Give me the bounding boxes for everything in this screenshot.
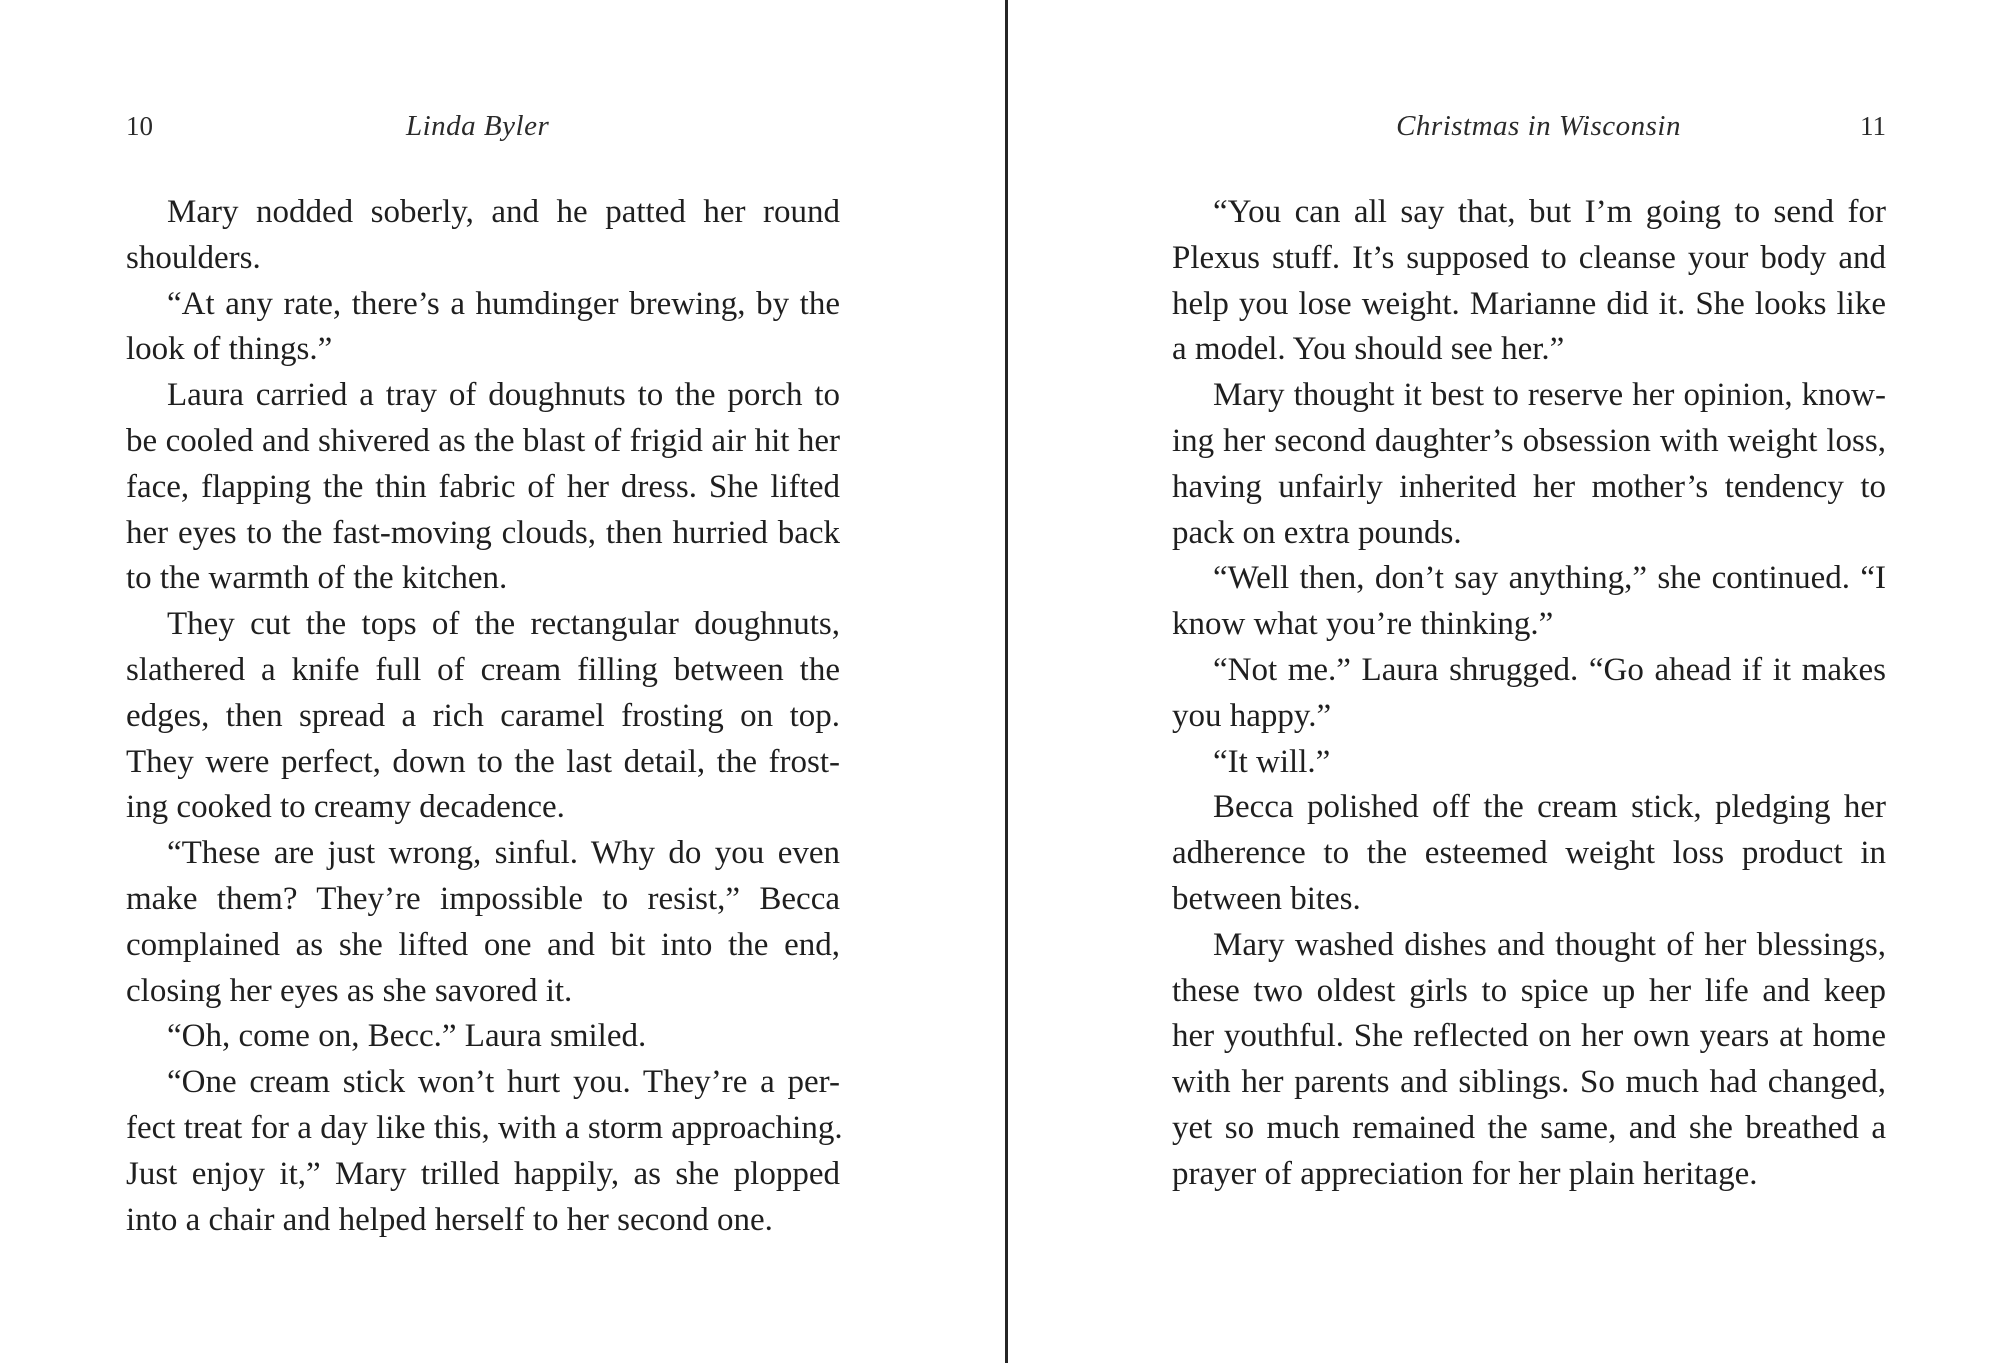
text-line: between bites.	[1172, 880, 1361, 917]
left-running-head	[126, 106, 840, 146]
text-line: “Not me.” Laura shrugged. “Go ahead if it makes	[1213, 651, 1886, 688]
text-line: slathered a knife full of cream filling between the	[126, 651, 840, 688]
right-body-text	[1172, 190, 1886, 1198]
text-line: Laura carried a tray of doughnuts to the porch to	[167, 377, 840, 414]
text-line: They were perfect, down to the last detail, the frost-	[126, 743, 840, 780]
text-line: closing her eyes as she savored it.	[126, 972, 573, 1009]
text-line: know what you’re thinking.”	[1172, 606, 1554, 643]
text-line: be cooled and shivered as the blast of frigid air hit her	[126, 422, 840, 459]
page-gutter	[1005, 0, 1008, 1363]
text-line: ing cooked to creamy decadence.	[126, 789, 565, 826]
text-line: a model. You should see her.”	[1172, 331, 1565, 368]
text-line: her youthful. She reflected on her own years at home	[1172, 1018, 1886, 1055]
text-line: complained as she lifted one and bit into the end,	[126, 926, 840, 963]
text-line: adherence to the esteemed weight loss product in	[1172, 835, 1886, 872]
left-body-text	[126, 190, 843, 1243]
text-line: make them? They’re impossible to resist,” Becca	[126, 880, 840, 917]
text-line: “It will.”	[1213, 743, 1331, 780]
text-line: having unfairly inherited her mother’s tendency to	[1172, 468, 1886, 505]
text-line: her eyes to the fast-moving clouds, then hurried back	[126, 514, 840, 551]
text-line: “You can all say that, but I’m going to send for	[1213, 194, 1886, 230]
text-line: into a chair and helped herself to her second one.	[126, 1201, 773, 1238]
text-line: these two oldest girls to spice up her life and keep	[1172, 972, 1886, 1009]
text-line: fect treat for a day like this, with a storm approaching.	[126, 1109, 843, 1146]
text-line: Mary thought it best to reserve her opinion, know-	[1213, 377, 1886, 414]
text-line: edges, then spread a rich caramel frosting on top.	[126, 697, 840, 734]
text-line: yet so much remained the same, and she breathed a	[1172, 1109, 1886, 1146]
text-line: look of things.”	[126, 331, 333, 368]
left-page	[126, 0, 843, 1363]
text-line: “Well then, don’t say anything,” she continued. “I	[1213, 560, 1886, 597]
text-line: They cut the tops of the rectangular doughnuts,	[167, 606, 840, 643]
text-line: to the warmth of the kitchen.	[126, 560, 508, 597]
book-title: Christmas in Wisconsin	[1396, 110, 1681, 142]
text-line: Just enjoy it,” Mary trilled happily, as she plopped	[126, 1155, 840, 1192]
text-line: help you lose weight. Marianne did it. She looks like	[1172, 285, 1886, 322]
text-line: ing her second daughter’s obsession with weight loss,	[1172, 422, 1886, 459]
text-line: Becca polished off the cream stick, pledging her	[1213, 789, 1886, 826]
page-number: 11	[1860, 111, 1886, 141]
right-page	[1172, 0, 1886, 1363]
text-line: face, flapping the thin fabric of her dress. She lifted	[126, 468, 840, 505]
page-number: 10	[126, 111, 153, 141]
text-line: “Oh, come on, Becc.” Laura smiled.	[167, 1018, 647, 1055]
right-running-head	[1172, 106, 1886, 146]
author-name: Linda Byler	[406, 110, 550, 142]
text-line: Mary nodded soberly, and he patted her round	[167, 194, 840, 230]
text-line: “At any rate, there’s a humdinger brewing, by the	[167, 285, 840, 322]
text-line: shoulders.	[126, 239, 261, 276]
text-line: you happy.”	[1172, 697, 1332, 734]
text-line: “One cream stick won’t hurt you. They’re a per-	[167, 1064, 840, 1101]
text-line: “These are just wrong, sinful. Why do you even	[167, 835, 840, 872]
text-line: Mary washed dishes and thought of her blessings,	[1213, 926, 1886, 963]
text-line: prayer of appreciation for her plain heritage.	[1172, 1155, 1758, 1192]
text-line: with her parents and siblings. So much had changed,	[1172, 1064, 1886, 1101]
text-line: pack on extra pounds.	[1172, 514, 1462, 551]
text-line: Plexus stuff. It’s supposed to cleanse your body and	[1172, 239, 1886, 276]
